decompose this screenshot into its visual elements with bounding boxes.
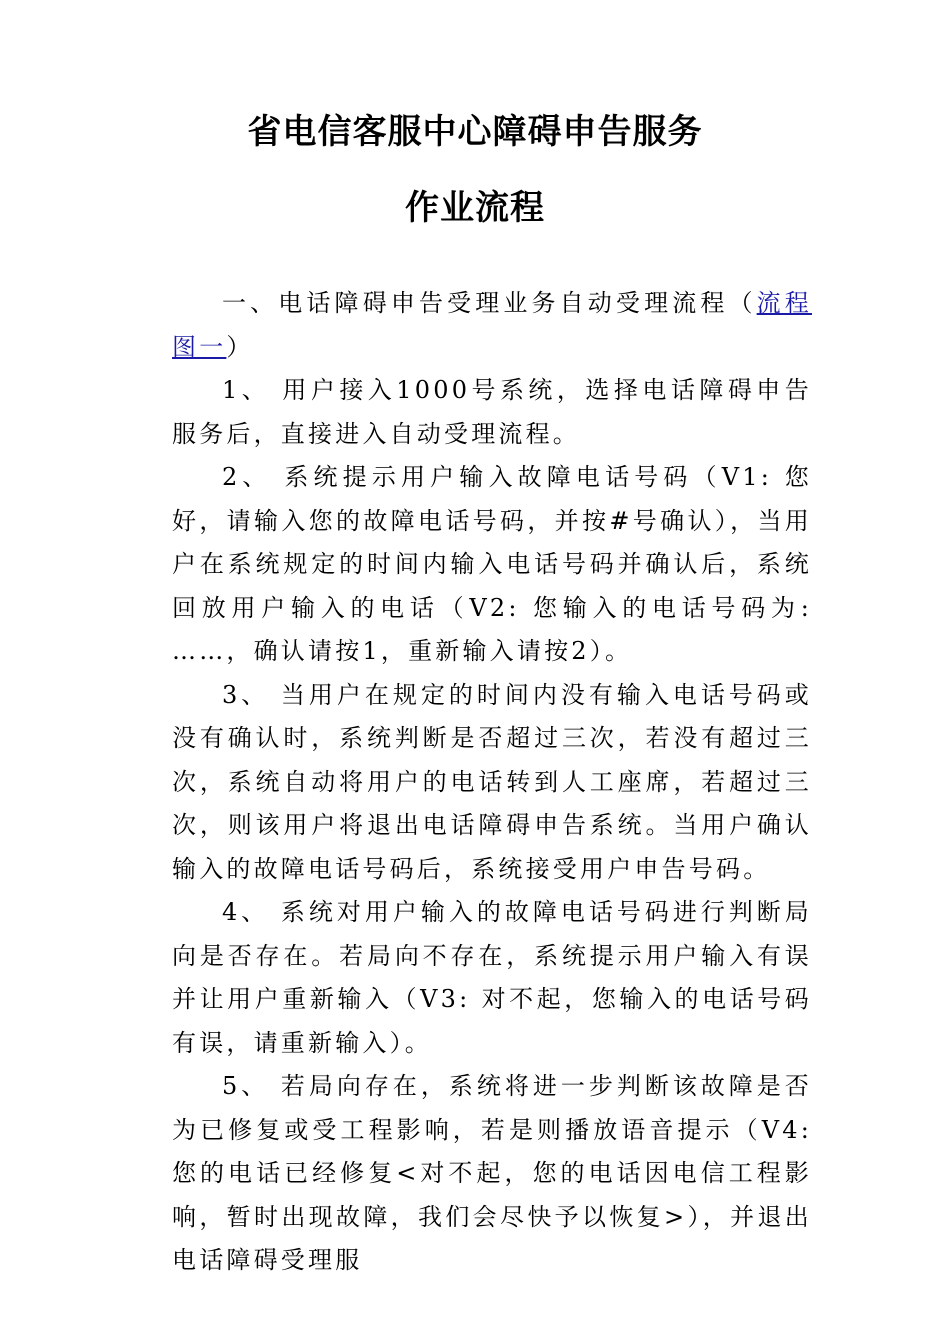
paragraph-step-2: 2、 系统提示用户输入故障电话号码（V1: 您好，请输入您的故障电话号码，并按#号确认），当用户在系统规定的时间内输入电话号码并确认后，系统回放用户输入的电话（V2: 您输入的电话号码为: ……，确认请按1，重新输入请按2）。 — [172, 463, 812, 665]
document-title-line-1: 省电信客服中心障碍申告服务 — [247, 112, 703, 152]
paragraph-step-4: 4、 系统对用户输入的故障电话号码进行判断局向是否存在。若局向不存在，系统提示用户输入有误并让用户重新输入（V3: 对不起，您输入的电话号码有误，请重新输入）。 — [172, 898, 812, 1057]
section-heading-prefix: 一、电话障碍申告受理业务自动受理流程（ — [222, 289, 757, 317]
document-title-line-2: 作业流程 — [405, 188, 545, 228]
paragraph-step-3: 3、 当用户在规定的时间内没有输入电话号码或没有确认时，系统判断是否超过三次，若没有超过三次，系统自动将用户的电话转到人工座席，若超过三次，则该用户将退出电话障碍申告系统。当用户确认输入的故障电话号码后，系统接受用户申告号码。 — [172, 680, 812, 883]
paragraph-step-1: 1、 用户接入1000号系统，选择电话障碍申告服务后，直接进入自动受理流程。 — [172, 376, 812, 448]
flowchart-link[interactable]: 流程图一 — [172, 289, 812, 361]
document-body — [172, 282, 812, 1283]
section-heading — [172, 282, 812, 369]
paragraph-step-5: 5、 若局向存在，系统将进一步判断该故障是否为已修复或受工程影响，若是则播放语音提示（V4: 您的电话已经修复<对不起，您的电话因电信工程影响，暂时出现故障，我们会尽快予以恢复>），并退出电话障碍受理服 — [172, 1072, 812, 1274]
section-heading-suffix: ） — [226, 332, 254, 361]
